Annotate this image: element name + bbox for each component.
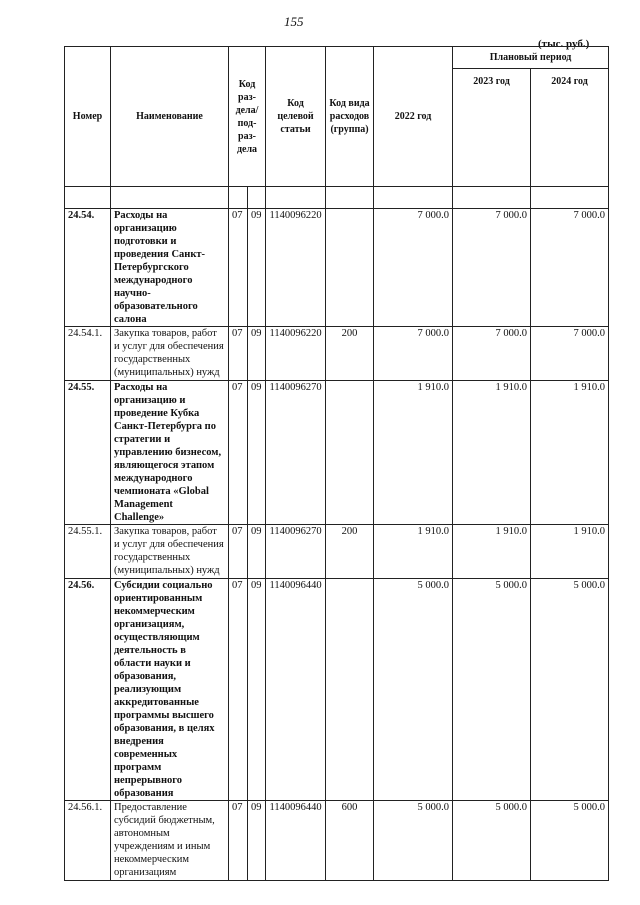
row-razdel: 07 <box>229 209 248 327</box>
row-amount-2024: 7 000.0 <box>531 327 609 381</box>
row-amount-2024: 5 000.0 <box>531 801 609 881</box>
row-amount-2022: 1 910.0 <box>374 381 453 525</box>
row-amount-2022: 7 000.0 <box>374 209 453 327</box>
row-amount-2022: 5 000.0 <box>374 801 453 881</box>
header-planned-period: Плановый период <box>453 47 609 69</box>
row-name: Расходы на организацию и проведение Кубка Санкт-Петербурга по стратегии и управлению бизнесом, являющегося этапом международного чемпионата «Global Management Challenge» <box>111 381 229 525</box>
row-amount-2023: 1 910.0 <box>453 381 531 525</box>
row-target-code: 1140096270 <box>266 381 326 525</box>
row-amount-2024: 7 000.0 <box>531 209 609 327</box>
row-razdel: 07 <box>229 327 248 381</box>
header-target-code: Код целевой статьи <box>266 47 326 187</box>
row-amount-2022: 7 000.0 <box>374 327 453 381</box>
header-year-2023: 2023 год <box>453 69 531 187</box>
table-row <box>65 579 609 801</box>
row-razdel: 07 <box>229 381 248 525</box>
row-name: Субсидии социально ориентированным некоммерческим организациям, осуществляющим деятельность в области науки и образования, реализующим аккредитованные программы высшего образования, в целях внедрения современных программ непрерывного образования <box>111 579 229 801</box>
row-podrazdel: 09 <box>248 525 266 579</box>
row-razdel: 07 <box>229 801 248 881</box>
spacer-row <box>65 187 609 209</box>
header-name: Наименование <box>111 47 229 187</box>
row-name: Расходы на организацию подготовки и проведения Санкт-Петербургского международного научно-образовательного салона <box>111 209 229 327</box>
row-amount-2024: 1 910.0 <box>531 381 609 525</box>
row-razdel: 07 <box>229 579 248 801</box>
row-podrazdel: 09 <box>248 579 266 801</box>
row-expense-type: 200 <box>326 525 374 579</box>
table-row <box>65 381 609 525</box>
row-expense-type: 600 <box>326 801 374 881</box>
row-name: Закупка товаров, работ и услуг для обеспечения государственных (муниципальных) нужд <box>111 327 229 381</box>
row-amount-2022: 5 000.0 <box>374 579 453 801</box>
row-number: 24.56. <box>65 579 111 801</box>
row-expense-type <box>326 579 374 801</box>
row-amount-2023: 7 000.0 <box>453 327 531 381</box>
row-number: 24.54. <box>65 209 111 327</box>
header-year-2024: 2024 год <box>531 69 609 187</box>
row-target-code: 1140096220 <box>266 327 326 381</box>
row-target-code: 1140096440 <box>266 579 326 801</box>
row-amount-2023: 7 000.0 <box>453 209 531 327</box>
table-row <box>65 327 609 381</box>
row-amount-2022: 1 910.0 <box>374 525 453 579</box>
row-amount-2024: 1 910.0 <box>531 525 609 579</box>
row-number: 24.55. <box>65 381 111 525</box>
row-expense-type <box>326 381 374 525</box>
page-number: 155 <box>284 14 304 29</box>
table-row <box>65 525 609 579</box>
row-podrazdel: 09 <box>248 209 266 327</box>
row-target-code: 1140096440 <box>266 801 326 881</box>
row-number: 24.55.1. <box>65 525 111 579</box>
row-target-code: 1140096270 <box>266 525 326 579</box>
row-amount-2023: 5 000.0 <box>453 801 531 881</box>
budget-table <box>64 46 609 881</box>
row-name: Закупка товаров, работ и услуг для обеспечения государственных (муниципальных) нужд <box>111 525 229 579</box>
table-row <box>65 209 609 327</box>
table-row <box>65 801 609 881</box>
row-number: 24.54.1. <box>65 327 111 381</box>
header-number: Номер <box>65 47 111 187</box>
row-amount-2024: 5 000.0 <box>531 579 609 801</box>
row-podrazdel: 09 <box>248 381 266 525</box>
row-target-code: 1140096220 <box>266 209 326 327</box>
row-amount-2023: 1 910.0 <box>453 525 531 579</box>
row-razdel: 07 <box>229 525 248 579</box>
row-podrazdel: 09 <box>248 327 266 381</box>
units-label: (тыс. руб.) <box>538 38 590 50</box>
row-podrazdel: 09 <box>248 801 266 881</box>
header-year-2022: 2022 год <box>374 47 453 187</box>
row-expense-type <box>326 209 374 327</box>
header-section-code: Код раз-дела/ под-раз-дела <box>229 47 266 187</box>
header-expense-type: Код вида расходов (группа) <box>326 47 374 187</box>
row-amount-2023: 5 000.0 <box>453 579 531 801</box>
row-number: 24.56.1. <box>65 801 111 881</box>
row-expense-type: 200 <box>326 327 374 381</box>
row-name: Предоставление субсидий бюджетным, автономным учреждениям и иным некоммерческим организациям <box>111 801 229 881</box>
